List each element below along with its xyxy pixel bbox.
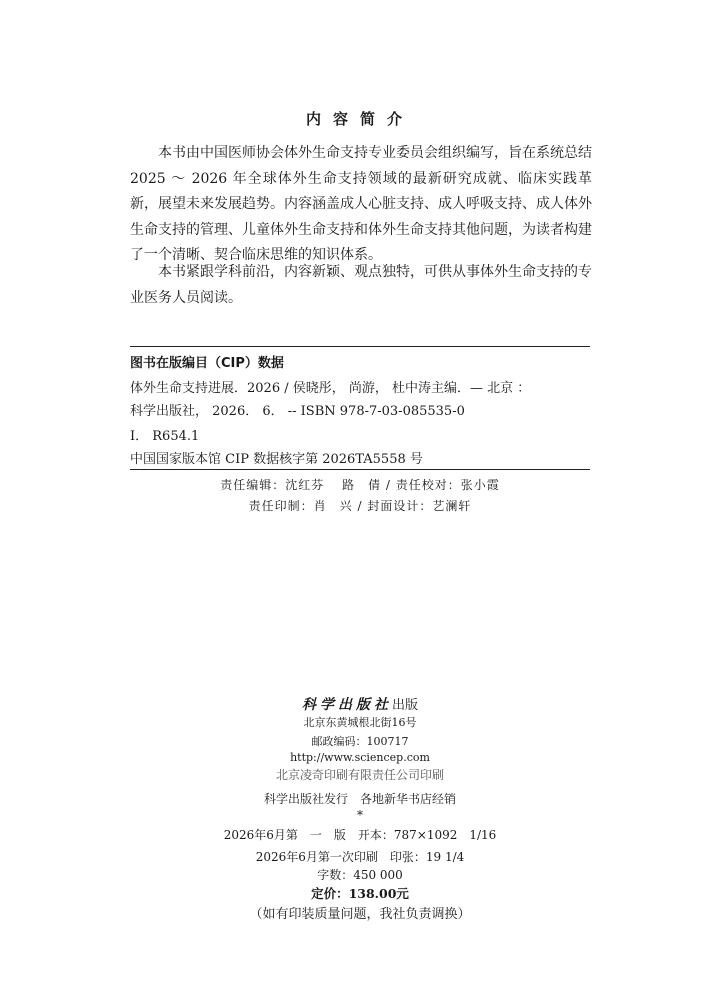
word-count: 字数：450 000 bbox=[317, 868, 403, 882]
summary-paragraph-1-text: 本书由中国医师协会体外生命支持专业委员会组织编写，旨在系统总结 2025 ～ 2026 年全球体外生命支持领域的最新研究成就、临床实践革新，展望未来发展趋势。内容涵盖成人心脏支持、成人呼吸支持、成人体外生命支持的管理、儿童体外生命支持和体外生命支持其他问题，为读者构建了一个清晰、契合临床思维的知识体系。 bbox=[130, 145, 592, 263]
summary-paragraph-2 bbox=[130, 260, 592, 311]
publisher-suffix: 出版 bbox=[391, 698, 418, 713]
publisher-line bbox=[0, 694, 720, 714]
printer-line: 北京凌奇印刷有限责任公司印刷 bbox=[275, 768, 444, 782]
separator-star: * bbox=[357, 808, 363, 822]
publisher-logo-name: 科学出版社 bbox=[301, 697, 392, 713]
edition-line: 2026年6月第 一 版 开本：787×1092 1/16 bbox=[223, 828, 497, 842]
cip-line-4: 中国国家版本馆 CIP 数据核字第 2026TA5558 号 bbox=[130, 452, 423, 467]
cip-top-rule bbox=[130, 346, 590, 347]
cip-line-1: 体外生命支持进展．2026 / 侯晓彤， 尚游， 杜中涛主编．— 北京 ： bbox=[130, 381, 531, 396]
printing-line: 2026年6月第一次印刷 印张：19 1/4 bbox=[255, 850, 465, 864]
cip-line-3: Ⅰ． R654.1 bbox=[130, 429, 200, 444]
editor-credits: 责任编辑：沈红芬 路 倩 / 责任校对：张小霞 bbox=[220, 478, 500, 492]
print-credits: 责任印制：肖 兴 / 封面设计：艺澜轩 bbox=[248, 499, 472, 513]
price: 定价：138.00元 bbox=[311, 886, 409, 901]
cip-bottom-rule bbox=[130, 469, 590, 470]
postal-code: 邮政编码：100717 bbox=[311, 735, 409, 748]
summary-paragraph-2-text: 本书紧跟学科前沿，内容新颖、观点独特，可供从事体外生命支持的专业医务人员阅读。 bbox=[130, 264, 592, 306]
summary-paragraph-1 bbox=[130, 141, 592, 269]
cip-line-2: 科学出版社， 2026． 6． -- ISBN 978-7-03-085535-0 bbox=[130, 404, 465, 419]
summary-title: 内容简介 bbox=[305, 110, 414, 128]
quality-note: （如有印装质量问题，我社负责调换） bbox=[249, 907, 471, 922]
cip-heading: 图书在版编目（CIP）数据 bbox=[130, 356, 284, 371]
publisher-address: 北京东黄城根北街16号 bbox=[303, 716, 417, 729]
distribution-line: 科学出版社发行 各地新华书店经销 bbox=[263, 792, 456, 806]
publisher-url: http://www.sciencep.com bbox=[290, 751, 430, 764]
